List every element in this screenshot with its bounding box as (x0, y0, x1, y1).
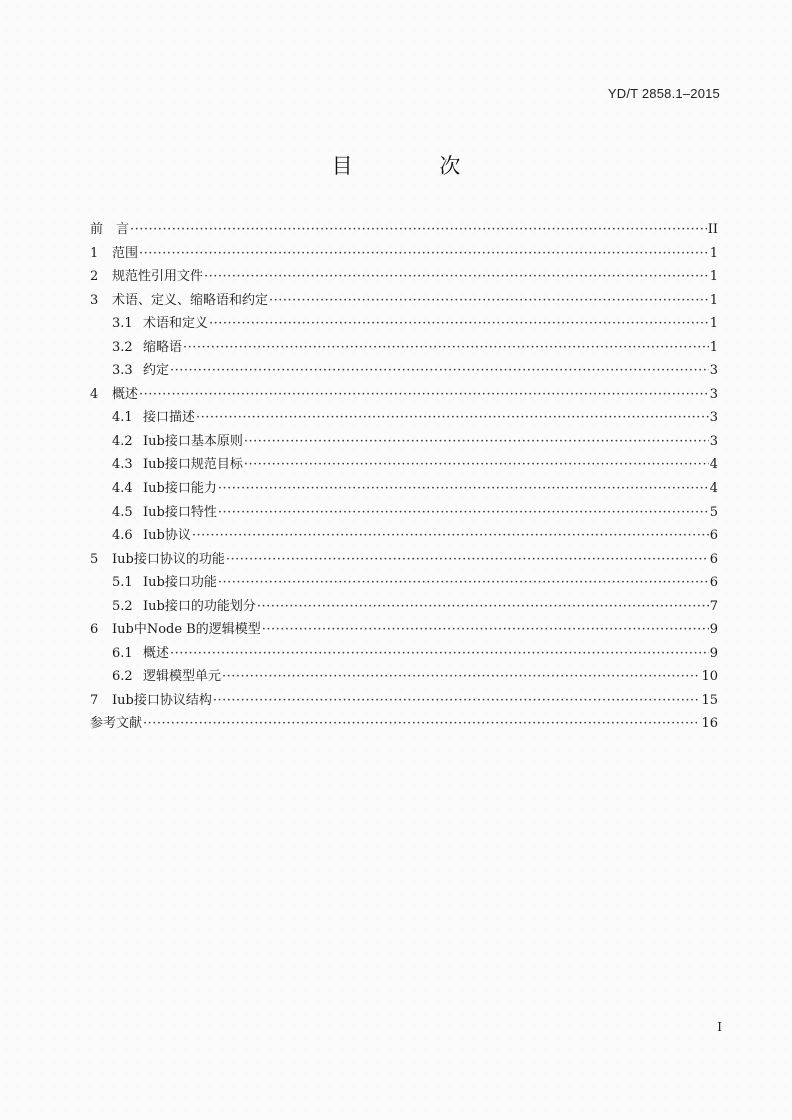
toc-entry-page: 1 (709, 269, 718, 285)
dot-leader (257, 595, 709, 619)
dot-leader (192, 524, 709, 548)
toc-entry-number: 2 (90, 269, 99, 285)
dot-leader (244, 453, 709, 477)
dot-leader (269, 289, 709, 313)
toc-entry-number: 3.3 (112, 363, 133, 379)
dot-leader (143, 712, 700, 736)
toc-entry-title: 接口描述 (143, 410, 196, 426)
toc-entry-title: Iub协议 (143, 528, 191, 544)
toc-entry[interactable] (90, 524, 718, 548)
toc-entry-number: 3.2 (112, 339, 133, 355)
toc-entry-page: 3 (709, 363, 718, 379)
toc-entry-number: 5.2 (112, 598, 133, 614)
toc-entry[interactable] (90, 477, 718, 501)
toc-entry-title: Iub接口能力 (143, 481, 217, 497)
toc-entry-page: 3 (709, 386, 718, 402)
toc-entry-page: 4 (709, 481, 718, 497)
toc-entry-number: 4.1 (112, 410, 133, 426)
toc-entry[interactable] (90, 383, 718, 407)
dot-leader (183, 336, 709, 360)
toc-entry-page: 1 (709, 316, 718, 332)
toc-entry-page: 1 (709, 245, 718, 261)
toc-entry[interactable] (90, 406, 718, 430)
toc-entry-page: 9 (709, 622, 718, 638)
toc-entry[interactable] (90, 642, 718, 666)
toc-entry-number: 3.1 (112, 316, 133, 332)
toc-entry-number: 4.6 (112, 528, 133, 544)
toc-entry-title: 术语、定义、缩略语和约定 (112, 292, 269, 308)
toc-entry[interactable] (90, 665, 718, 689)
toc-entry[interactable] (90, 336, 718, 360)
dot-leader (139, 242, 709, 266)
toc-entry-title: 术语和定义 (143, 316, 209, 332)
toc-entry-title: 逻辑模型单元 (143, 669, 222, 685)
dot-leader (130, 218, 707, 242)
toc-entry-title: 规范性引用文件 (112, 269, 204, 285)
toc-entry-page: 3 (709, 410, 718, 426)
toc-entry-page: 3 (709, 433, 718, 449)
page-title: 目 次 (331, 154, 501, 178)
dot-leader (244, 430, 709, 454)
toc-entry[interactable] (90, 289, 718, 313)
dot-leader (170, 359, 709, 383)
toc-entry[interactable] (90, 453, 718, 477)
dot-leader (204, 265, 709, 289)
toc-entry-number: 4.2 (112, 433, 133, 449)
toc-entry-title: Iub接口的功能划分 (143, 598, 256, 614)
toc-entry-title: 概述 (112, 386, 139, 402)
toc-entry-title: 范围 (112, 245, 139, 261)
toc-entry-page: 6 (709, 528, 718, 544)
toc-entry[interactable] (90, 689, 718, 713)
toc-entry-number: 1 (90, 245, 99, 261)
dot-leader (209, 312, 709, 336)
page-number: I (717, 1020, 722, 1034)
toc-entry-number: 6.2 (112, 669, 133, 685)
toc-entry-page: 9 (709, 645, 718, 661)
toc-entry[interactable] (90, 548, 718, 572)
table-of-contents (90, 218, 718, 736)
toc-entry-title: Iub接口特性 (143, 504, 217, 520)
toc-entry-number: 6 (90, 622, 99, 638)
dot-leader (226, 548, 709, 572)
toc-entry-title: Iub接口协议的功能 (112, 551, 225, 567)
toc-entry[interactable] (90, 571, 718, 595)
toc-entry-page: II (707, 222, 718, 237)
dot-leader (196, 406, 709, 430)
toc-entry-page: 15 (701, 692, 718, 708)
toc-entry-number: 4.4 (112, 481, 133, 497)
dot-leader (170, 642, 709, 666)
toc-entry-page: 6 (709, 551, 718, 567)
toc-entry-page: 5 (709, 504, 718, 520)
toc-entry-title: Iub接口协议结构 (112, 692, 212, 708)
dot-leader (222, 665, 700, 689)
toc-entry-page: 1 (709, 339, 718, 355)
toc-entry-title: 约定 (143, 363, 170, 379)
toc-entry-number: 4.3 (112, 457, 133, 473)
toc-entry-number: 3 (90, 292, 99, 308)
toc-entry[interactable] (90, 501, 718, 525)
dot-leader (218, 571, 709, 595)
toc-entry[interactable] (90, 712, 718, 736)
toc-entry[interactable] (90, 430, 718, 454)
dot-leader (139, 383, 709, 407)
toc-entry-page: 4 (709, 457, 718, 473)
dot-leader (218, 501, 709, 525)
toc-entry-number: 5.1 (112, 575, 133, 591)
toc-entry-page: 16 (701, 716, 718, 732)
toc-entry-number: 5 (90, 551, 99, 567)
toc-entry-title: Iub接口基本原则 (143, 433, 243, 449)
toc-entry[interactable] (90, 595, 718, 619)
toc-entry-title: 前 言 (90, 222, 130, 237)
toc-entry-number: 6.1 (112, 645, 133, 661)
toc-entry-title: 概述 (143, 645, 170, 661)
toc-entry-page: 10 (701, 669, 718, 685)
dot-leader (213, 689, 701, 713)
toc-entry-number: 4.5 (112, 504, 133, 520)
toc-entry[interactable] (90, 218, 718, 242)
dot-leader (218, 477, 709, 501)
toc-entry[interactable] (90, 359, 718, 383)
toc-entry-title: Iub中Node B的逻辑模型 (112, 622, 261, 638)
dot-leader (262, 618, 709, 642)
toc-entry-page: 1 (709, 292, 718, 308)
toc-entry[interactable] (90, 618, 718, 642)
toc-entry-title: 缩略语 (143, 339, 183, 355)
toc-entry-number: 4 (90, 386, 99, 402)
toc-entry-page: 6 (709, 575, 718, 591)
standard-number: YD/T 2858.1–2015 (607, 86, 720, 101)
toc-entry-number: 7 (90, 692, 99, 708)
toc-entry[interactable] (90, 265, 718, 289)
toc-entry-title: Iub接口规范目标 (143, 457, 243, 473)
toc-entry-title: 参考文献 (90, 716, 143, 732)
toc-entry[interactable] (90, 242, 718, 266)
toc-entry-title: Iub接口功能 (143, 575, 217, 591)
toc-entry-page: 7 (709, 598, 718, 614)
toc-entry[interactable] (90, 312, 718, 336)
